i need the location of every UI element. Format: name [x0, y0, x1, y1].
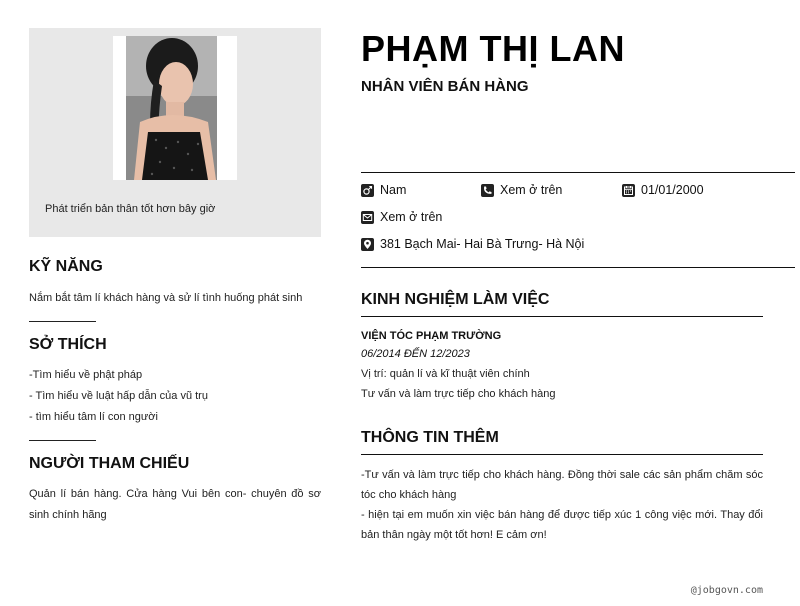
hobby-item: -Tìm hiểu về phật pháp — [29, 369, 143, 381]
references-title: NGƯỜI THAM CHIẾU — [29, 455, 190, 472]
additional-details — [361, 465, 763, 545]
work-period: 06/2014 ĐẾN 12/2023 — [361, 348, 470, 360]
references-text: Quản lí bán hàng. Cửa hàng Vui bên con- chuyên đồ sơ sinh chính hãng — [29, 488, 321, 521]
divider — [361, 454, 763, 455]
experience-details — [361, 364, 763, 404]
hobby-item: - tìm hiểu tâm lí con người — [29, 411, 158, 423]
profile-panel — [29, 28, 321, 237]
email-icon — [361, 211, 374, 224]
email-info — [361, 210, 442, 224]
hobbies-title: SỞ THÍCH — [29, 336, 107, 353]
birthday-value: 01/01/2000 — [641, 183, 704, 197]
additional-paragraph: - hiện tại em muốn xin việc bán hàng để được tiếp xúc 1 công việc mới. Thay đổi bản thân ngày một tốt hơn! E cảm ơn! — [361, 509, 763, 541]
career-objective: Phát triển bản thân tốt hơn bây giờ — [45, 203, 216, 215]
address-info — [361, 237, 584, 251]
job-title: NHÂN VIÊN BÁN HÀNG — [361, 78, 529, 95]
gender-icon — [361, 184, 374, 197]
calendar-icon — [622, 184, 635, 197]
gender-value: Nam — [380, 183, 407, 197]
divider — [29, 321, 96, 322]
photo-frame — [113, 36, 237, 180]
address-value: 381 Bạch Mai- Hai Bà Trưng- Hà Nội — [380, 237, 585, 251]
full-name: PHẠM THỊ LAN — [361, 28, 625, 69]
phone-value: Xem ở trên — [500, 183, 563, 197]
experience-title: KINH NGHIỆM LÀM VIỆC — [361, 291, 550, 308]
phone-icon — [481, 184, 494, 197]
divider — [361, 172, 795, 173]
skills-text: Nắm bắt tâm lí khách hàng và sử lí tình huống phát sinh — [29, 292, 303, 304]
divider — [29, 440, 96, 441]
profile-photo — [126, 36, 217, 180]
phone-info — [481, 183, 562, 197]
company-name: VIỆN TÓC PHẠM TRƯỜNG — [361, 330, 502, 342]
additional-title: THÔNG TIN THÊM — [361, 429, 499, 446]
divider — [361, 267, 795, 268]
gender-info — [361, 183, 406, 197]
email-value: Xem ở trên — [380, 210, 443, 224]
hobbies-list — [29, 365, 321, 428]
birthday-info — [622, 183, 704, 197]
experience-line: Tư vấn và làm trực tiếp cho khách hàng — [361, 388, 556, 400]
additional-paragraph: -Tư vấn và làm trực tiếp cho khách hàng. Đồng thời sale các sản phẩm chăm sóc tóc cho khách hàng — [361, 469, 763, 501]
divider — [361, 316, 763, 317]
experience-line: Vị trí: quản lí và kĩ thuật viên chính — [361, 368, 530, 380]
location-icon — [361, 238, 374, 251]
watermark: @jobgovn.com — [690, 585, 763, 596]
hobby-item: - Tìm hiểu về luật hấp dẫn của vũ trụ — [29, 390, 208, 402]
skills-title: KỸ NĂNG — [29, 258, 103, 275]
